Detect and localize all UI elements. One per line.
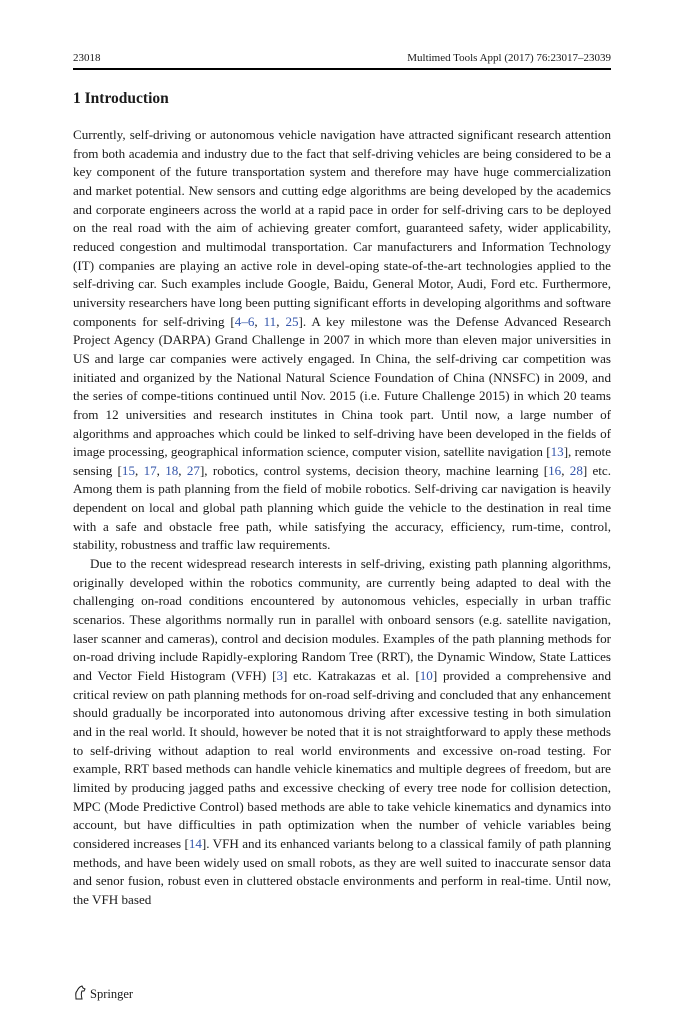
header-rule (73, 68, 611, 70)
springer-horse-icon (73, 985, 86, 1004)
text-run: Currently, self-driving or autonomous vehicle navigation have attracted significant research attention from both academia and industry due to the fact that self-driving vehicles are being considered to be a key component of the future transportation system and therefore may have huge commercialization and market potential. New sensors and cutting edge algorithms are being developed by the academics and corporate engineers across the world at a rapid pace in order for self-driving cars to be deployed on the real road with the aim of achieving greater comfort, guaranteed safety, wider applicability, reduced congestion and multimodal transportation. Car manufacturers and Information Technology (IT) companies are playing an active role in devel-oping state-of-the-art technologies applied to the self-driving car. Such examples include Google, Baidu, General Motor, Audi, Ford etc. Furthermore, university researchers have long been putting significant efforts in developing algorithms and software components for self-driving [ (73, 127, 611, 329)
citation-link[interactable]: 25 (285, 313, 299, 329)
text-run: Due to the recent widespread research interests in self-driving, existing path planning algorithms, originally developed within the robotics community, are currently being adapted to deal with the challenging on-road conditions encountered by autonomous vehicles, especially in urban traffic scenarios. These algorithms normally run in parallel with onboard sensors (e.g. satellite navigation, laser scanner and cameras), control and decision modules. Examples of the path planning methods for on-road driving include Rapidly-exploring Random Tree (RRT), the Dynamic Window, State Lattices and Vector Field Histogram (VFH) [ (73, 556, 611, 684)
text-run: , (178, 462, 187, 478)
text-run: ]. A key milestone was the Defense Advanced Research Project Agency (DARPA) Grand Challenge in 2007 in which more than eleven major universities in US and large car companies were actively engaged. In China, the self-driving car competition was initiated and organized by the National Natural Science Foundation of China (NNSFC) in 2009, and the series of compe-titions continued until Nov. 2015 (i.e. Future Challenge 2015) in which 20 teams from 12 universities and research institutes in China took part. Until now, a large number of algorithms and approaches which could be linked to self-driving have been developed in the fields of image processing, geographical information science, computer vision, satellite navigation [ (73, 313, 611, 460)
text-run: , (561, 462, 570, 478)
citation-link[interactable]: 18 (165, 462, 179, 478)
citation-link[interactable]: 17 (143, 462, 157, 478)
citation-link[interactable]: 14 (188, 835, 202, 851)
body-text (73, 126, 611, 910)
paragraph-1 (73, 126, 611, 555)
citation-link[interactable]: 16 (548, 462, 562, 478)
text-run: ]. VFH and its enhanced variants belong to a classical family of path planning methods, and have been widely used on small robots, as they are well suited to inaccurate sensor data and senor fusion, robust even in cluttered obstacle environments and perform in real-time. Until now, the VFH based (73, 835, 611, 907)
text-run: ], robotics, control systems, decision theory, machine learning [ (199, 462, 549, 478)
section-heading: 1 Introduction (73, 90, 169, 107)
citation-link[interactable]: 28 (569, 462, 583, 478)
page-number: 23018 (73, 52, 101, 64)
text-run: ] etc. Katrakazas et al. [ (283, 668, 420, 684)
citation-link[interactable]: 15 (121, 462, 136, 478)
text-run: , (276, 313, 286, 329)
publisher-name: Springer (90, 987, 134, 1001)
citation-link[interactable]: 10 (419, 668, 433, 684)
page-footer (73, 985, 133, 1004)
running-header (73, 52, 611, 68)
citation-link[interactable]: 4–6 (234, 313, 255, 329)
text-run: , (254, 313, 264, 329)
journal-reference: Multimed Tools Appl (2017) 76:23017–23039 (407, 52, 611, 64)
paragraph-2 (73, 555, 611, 909)
text-run: , (135, 462, 144, 478)
citation-link[interactable]: 11 (263, 313, 277, 329)
citation-link[interactable]: 13 (550, 444, 564, 460)
text-run: ] etc. Among them is path planning from the field of mobile robotics. Self-driving car navigation is heavily dependent on local and global path planning which guide the vehicle to the destination in real time with a safe and obstacle free path, while satisfying the accuracy, efficiency, rum-time, control, stability, robustness and traffic law requirements. (73, 462, 612, 553)
text-run: ] provided a comprehensive and critical review on path planning methods for on-road self-driving and concluded that any enhancement should gradually be incorporated into autonomous driving after excessive testing in both simulation and in the real world. It should, however be noted that it is not straightforward to apply these methods to self-driving without adaption to real world environments and excessive on-road testing. For example, RRT based methods can handle vehicle kinematics and multiple degrees of freedom, but are limited by producing jagged paths and excessive checking of every tree node for collision detection, MPC (Mode Predictive Control) based methods are able to take vehicle kinematics and dynamics into account, but have difficulties in path optimization when the number of vehicle variables being considered increases [ (73, 668, 611, 851)
citation-link[interactable]: 27 (186, 462, 200, 478)
text-run: ], remote sensing [ (73, 444, 612, 478)
text-run: , (156, 462, 166, 478)
citation-link[interactable]: 3 (276, 668, 283, 684)
